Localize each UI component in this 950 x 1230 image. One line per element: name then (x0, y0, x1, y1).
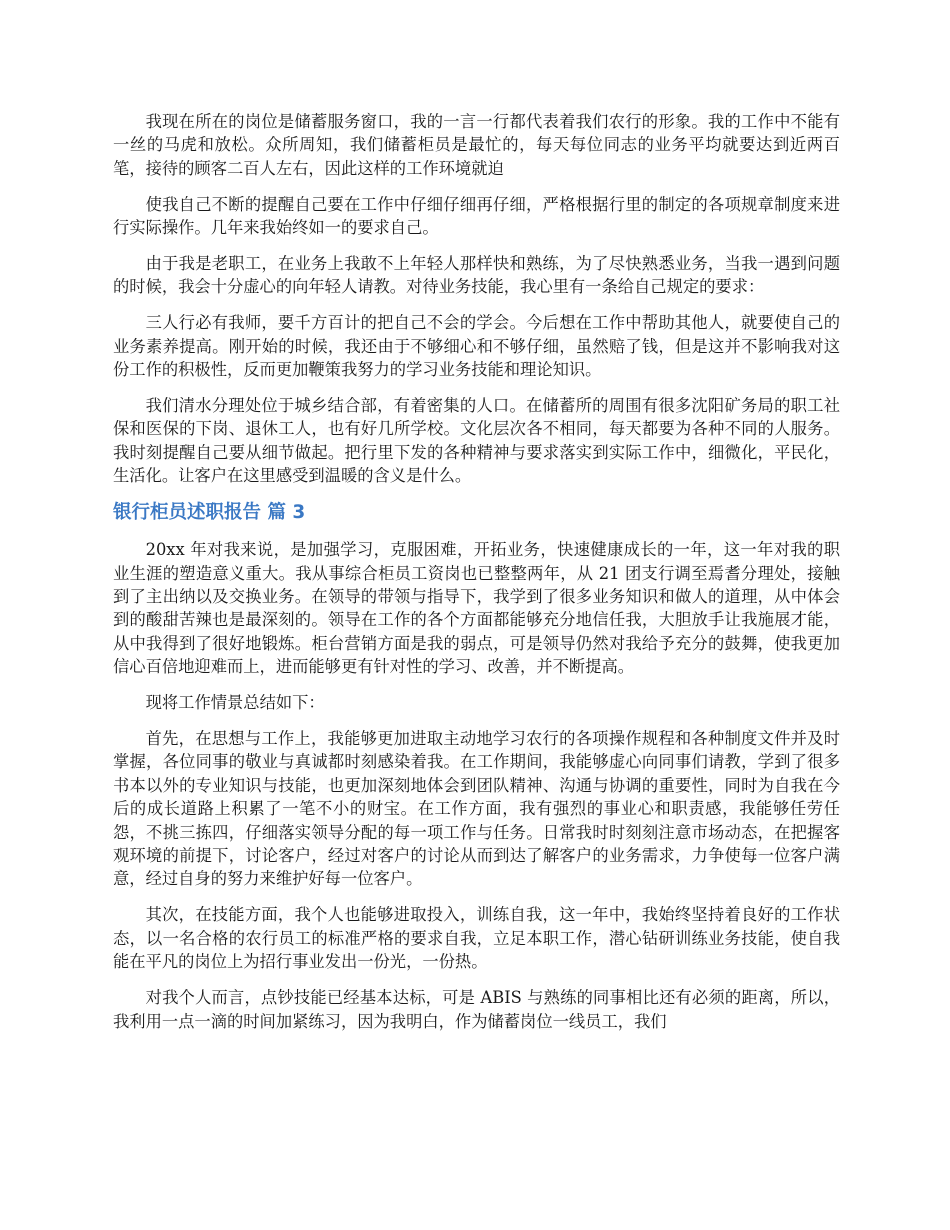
paragraph: 由于我是老职工，在业务上我敢不上年轻人那样快和熟练，为了尽快熟悉业务，当我一遇到问题的时候，我会十分虚心的向年轻人请教。对待业务技能，我心里有一条给自己规定的要求： (113, 254, 840, 297)
paragraph: 使我自己不断的提醒自己要在工作中仔细仔细再仔细，严格根据行里的制定的各项规章制度来进行实际操作。几年来我始终如一的要求自己。 (113, 194, 840, 238)
paragraph: 首先，在思想与工作上，我能够更加进取主动地学习农行的各项操作规程和各种制度文件并及时掌握，各位同事的敬业与真诚都时刻感染着我。在工作期间，我能够虚心向同事们请教，学到了很多书本以外的专业知识与技能，也更加深刻地体会到团队精神、沟通与协调的重要性，同时为自我在今后的成长道路上积累了一笔不小的财宝。在工作方面，我有强烈的事业心和职责感，我能够任劳任怨，不挑三拣四，仔细落实领导分配的每一项工作与任务。日常我时时刻刻注意市场动态，在把握客观环境的前提下，讨论客户，经过对客户的讨论从而到达了解客户的业务需求，力争使每一位客户满意，经过自身的努力来维护好每一位客户。 (113, 729, 840, 889)
paragraph: 20xx 年对我来说，是加强学习，克服困难，开拓业务，快速健康成长的一年，这一年对我的职业生涯的塑造意义重大。我从事综合柜员工资岗也已整整两年，从 21 团支行调至焉耆分理处，接触到了主出纳以及交换业务。在领导的带领与指导下，我学到了很多业务知识和做人的道理，从中体会到的酸甜苦辣也是最深刻的。领导在工作的各个方面都能够充分地信任我，大胆放手让我施展才能，从中我得到了很好地锻炼。柜台营销方面是我的弱点，可是领导仍然对我给予充分的鼓舞，使我更加信心百倍地迎难而上，进而能够更有针对性的学习、改善，并不断提高。 (113, 540, 840, 677)
paragraph: 三人行必有我师，要千方百计的把自己不会的学会。今后想在工作中帮助其他人，就要使自己的业务素养提高。刚开始的时候，我还由于不够细心和不够仔细，虽然赔了钱，但是这并不影响我对这份工作的积极性，反而更加鞭策我努力的学习业务技能和理论知识。 (113, 313, 840, 380)
paragraph: 我现在所在的岗位是储蓄服务窗口，我的一言一行都代表着我们农行的形象。我的工作中不能有一丝的马虎和放松。众所周知，我们储蓄柜员是最忙的，每天每位同志的业务平均就要达到近两百笔，接待的顾客二百人左右，因此这样的工作环境就迫 (113, 112, 840, 178)
paragraph: 我们清水分理处位于城乡结合部，有着密集的人口。在储蓄所的周围有很多沈阳矿务局的职工社保和医保的下岗、退休工人，也有好几所学校。文化层次各不相同，每天都要为各种不同的人服务。我时刻提醒自己要从细节做起。把行里下发的各种精神与要求落实到实际工作中，细微化，平民化，生活化。让客户在这里感受到温暖的含义是什么。 (113, 396, 840, 486)
paragraph: 其次，在技能方面，我个人也能够进取投入，训练自我，这一年中，我始终坚持着良好的工作状态，以一名合格的农行员工的标准严格的要求自我，立足本职工作，潜心钻研训练业务技能，使自我能在平凡的岗位上为招行事业发出一份光，一份热。 (113, 905, 840, 972)
paragraph: 现将工作情景总结如下： (145, 693, 325, 713)
document-page (113, 110, 840, 1045)
section-heading: 银行柜员述职报告 篇 3 (113, 502, 306, 524)
paragraph: 对我个人而言，点钞技能已经基本达标，可是 ABIS 与熟练的同事相比还有必须的距离，所以，我利用一点一滴的时间加紧练习，因为我明白，作为储蓄岗位一线员工，我们 (113, 988, 840, 1031)
